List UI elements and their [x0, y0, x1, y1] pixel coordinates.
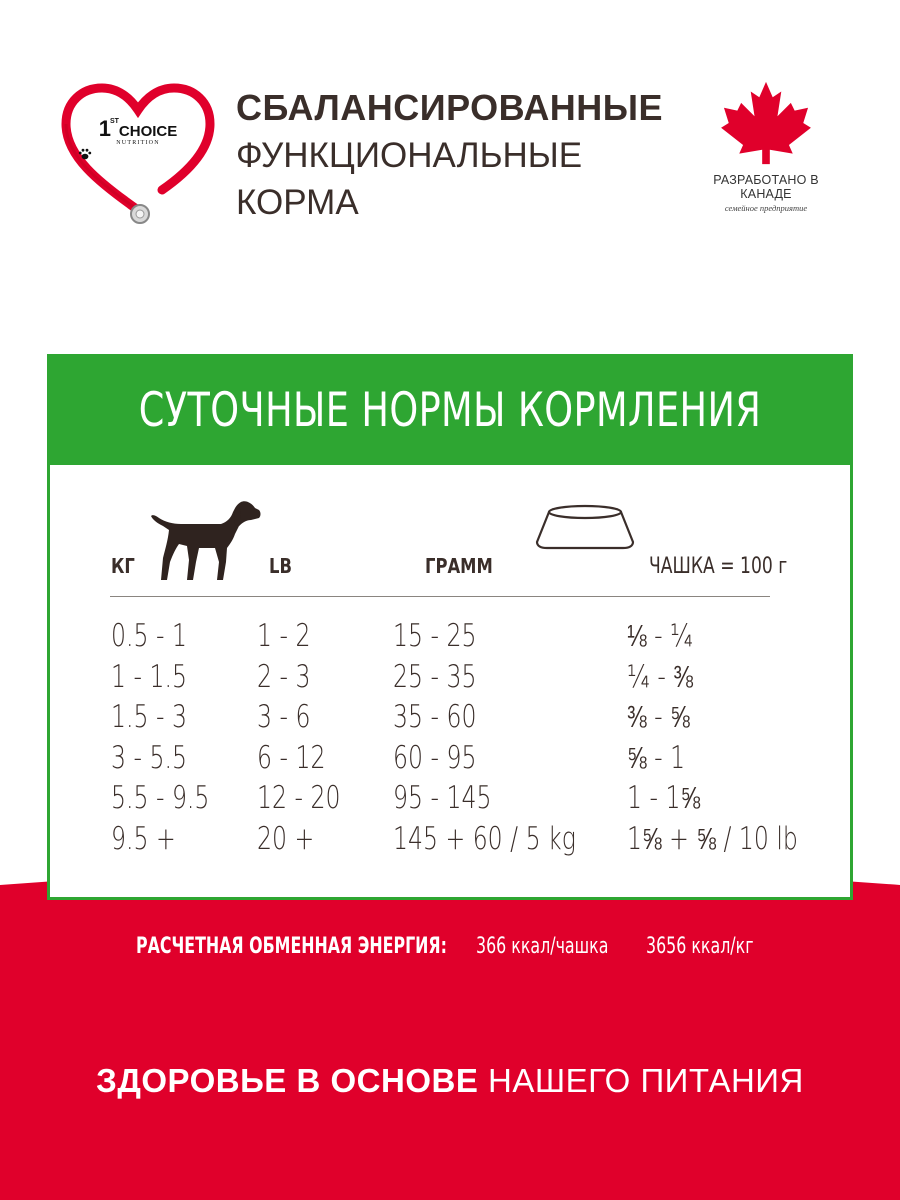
cell-cup: ⅛ - ¼ — [627, 618, 693, 654]
canada-badge-text: РАЗРАБОТАНО В КАНАДЕ — [713, 173, 819, 201]
table-row — [47, 657, 847, 698]
cell-kg: 1 - 1.5 — [111, 658, 187, 695]
cell-lb: 12 - 20 — [257, 780, 341, 816]
cell-lb: 3 - 6 — [257, 699, 311, 735]
cell-gram: 95 - 145 — [393, 780, 492, 816]
header-cup: ЧАШКА = 100 г — [649, 554, 788, 579]
logo-wordmark — [78, 116, 198, 160]
cell-kg: 3 - 5.5 — [111, 739, 187, 776]
table-row — [47, 697, 847, 738]
table-row — [47, 778, 847, 819]
cell-kg: 0.5 - 1 — [111, 618, 187, 654]
canada-badge — [686, 80, 846, 220]
maple-leaf-icon — [711, 80, 821, 166]
logo-brand: CHOICE — [118, 123, 178, 140]
slogan-regular: НАШЕГО ПИТАНИЯ — [488, 1062, 804, 1099]
energy-label: РАСЧЕТНАЯ ОБМЕННАЯ ЭНЕРГИЯ: — [136, 934, 447, 959]
logo-number: 1 — [98, 116, 110, 141]
cell-cup: ⅜ - ⅝ — [627, 699, 690, 735]
cell-gram: 60 - 95 — [393, 739, 477, 776]
cell-lb: 20 + — [257, 820, 315, 857]
paw-icon — [78, 148, 198, 160]
cell-lb: 6 - 12 — [257, 739, 326, 776]
cell-kg: 9.5 + — [111, 820, 176, 857]
table-divider — [110, 596, 770, 597]
feeding-table — [47, 354, 853, 900]
slogan — [0, 1062, 900, 1100]
feeding-table-title: СУТОЧНЫЕ НОРМЫ КОРМЛЕНИЯ — [138, 383, 762, 438]
header-gram: ГРАММ — [425, 554, 493, 578]
energy-per-kg: 3656 ккал/кг — [646, 934, 754, 959]
cell-kg: 5.5 - 9.5 — [111, 780, 210, 816]
feeding-table-header — [50, 357, 850, 465]
headline-line-3: КОРМА — [236, 183, 359, 222]
cell-cup: ⅝ - 1 — [627, 739, 686, 776]
cell-cup: 1⅝ + ⅝ / 10 lb — [627, 820, 798, 857]
feeding-table-rows — [47, 616, 847, 859]
bowl-icon — [533, 502, 637, 555]
header-lb: LB — [269, 554, 292, 578]
table-row — [47, 616, 847, 657]
cell-gram: 35 - 60 — [393, 699, 477, 735]
cell-kg: 1.5 - 3 — [111, 699, 187, 735]
energy-line — [136, 934, 754, 959]
canada-badge-subtitle: семейное предприятие — [724, 203, 808, 213]
cell-lb: 1 - 2 — [257, 618, 311, 654]
table-row — [47, 738, 847, 779]
table-row — [47, 819, 847, 860]
logo-superscript: ST — [109, 118, 119, 125]
cell-lb: 2 - 3 — [257, 658, 311, 695]
cell-gram: 25 - 35 — [393, 658, 477, 695]
headline-line-2: ФУНКЦИОНАЛЬНЫЕ — [236, 136, 583, 175]
slogan-bold: ЗДОРОВЬЕ В ОСНОВЕ — [96, 1062, 479, 1099]
brand-logo — [58, 78, 218, 238]
headline-line-1: СБАЛАНСИРОВАННЫЕ — [236, 87, 664, 128]
cell-cup: 1 - 1⅝ — [627, 780, 701, 816]
headline — [236, 84, 663, 226]
cell-gram: 15 - 25 — [393, 618, 477, 654]
header-kg: КГ — [111, 554, 135, 578]
logo-subtitle: NUTRITION — [116, 140, 160, 146]
dog-icon — [151, 496, 263, 587]
energy-per-cup: 366 ккал/чашка — [476, 934, 609, 959]
cell-cup: ¼ - ⅜ — [627, 658, 693, 695]
cell-gram: 145 + 60 / 5 kg — [393, 820, 576, 857]
